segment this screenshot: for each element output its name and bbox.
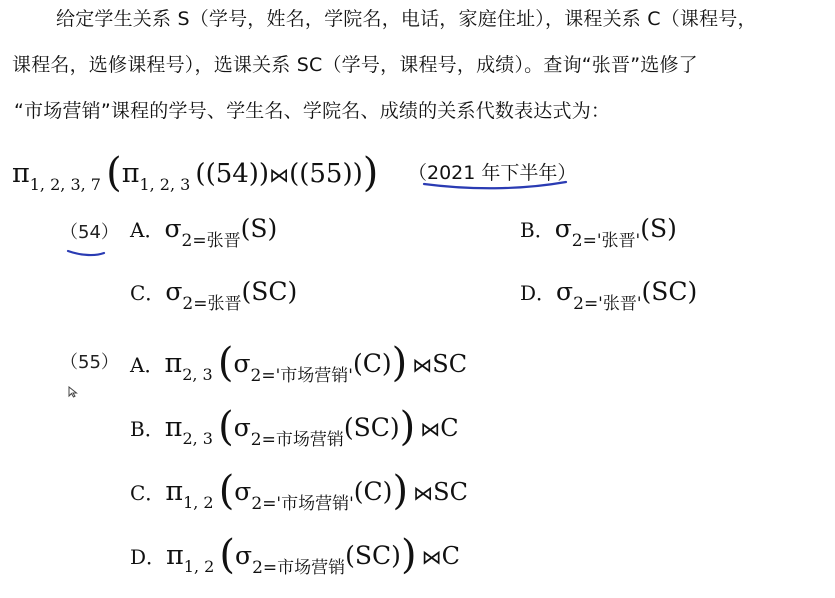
year-note: （2021 年下半年）: [408, 162, 577, 184]
sigma-symbol: σ: [233, 349, 251, 378]
sigma-symbol: σ: [164, 214, 182, 243]
year-underline: [424, 182, 566, 188]
joined-relation: C: [441, 542, 461, 570]
option-label: C．: [130, 281, 166, 305]
q54-option-d[interactable]: [520, 277, 698, 314]
pi-symbol: π: [12, 158, 30, 189]
relation-argument: (SC): [241, 277, 298, 306]
pi-symbol: π: [166, 540, 184, 571]
option-label: B．: [520, 218, 555, 242]
question-line-3: “市场营销”课程的学号、学生名、学院名、成绩的关系代数表达式为：: [14, 100, 611, 122]
open-paren: (: [218, 468, 235, 514]
sigma-symbol: σ: [165, 277, 183, 306]
open-paren: (: [106, 150, 122, 196]
outer-projection-subscript: 1, 2, 3, 7: [29, 175, 101, 194]
selection-condition: 2=市场营销: [250, 430, 344, 450]
close-paren: ): [400, 532, 417, 578]
q55-option-c[interactable]: [130, 464, 468, 514]
joined-relation: C: [440, 414, 459, 442]
question-line-2: 课程名，选修课程号），选课关系 SC（学号，课程号，成绩）。查询“张晋”选修了: [12, 54, 698, 76]
option-label: D．: [520, 281, 557, 305]
joined-relation: SC: [432, 350, 468, 378]
relation-argument: (SC): [345, 541, 401, 570]
relation-argument: (C): [352, 349, 392, 378]
close-paren: ): [399, 404, 416, 450]
natural-join-symbol: ⋈: [420, 417, 441, 441]
q55-option-d[interactable]: [130, 528, 461, 578]
natural-join-symbol: ⋈: [421, 545, 442, 569]
mouse-pointer-icon: [68, 386, 78, 398]
relation-argument: (S): [240, 214, 278, 243]
open-paren: (: [218, 404, 234, 450]
q55-option-b[interactable]: [130, 400, 459, 450]
projection-subscript: 1, 2: [183, 493, 214, 512]
q54-option-c[interactable]: [130, 277, 298, 314]
sigma-symbol: σ: [233, 413, 251, 442]
projection-subscript: 2, 3: [182, 365, 213, 384]
projection-subscript: 2, 3: [182, 429, 213, 448]
selection-condition: 2='张晋': [573, 294, 642, 314]
natural-join-symbol: ⋈: [412, 353, 433, 377]
question-line-1: 给定学生关系 S（学号，姓名，学院名，电话，家庭住址），课程关系 C（课程号，: [56, 8, 757, 30]
q54-option-b[interactable]: [520, 214, 677, 251]
open-paren: (: [217, 340, 234, 386]
option-label: C．: [130, 481, 166, 505]
relation-argument: (SC): [641, 277, 698, 306]
sigma-symbol: σ: [556, 277, 574, 306]
pi-symbol: π: [164, 348, 183, 379]
open-paren: (: [219, 532, 236, 578]
selection-condition: 2=张晋: [181, 231, 241, 251]
natural-join-symbol: ⋈: [413, 481, 434, 505]
relation-argument: (SC): [343, 413, 400, 442]
relation-argument: (S): [640, 214, 677, 243]
q55-number: （55）: [60, 352, 119, 373]
close-paren: ): [391, 340, 408, 386]
inner-pi-symbol: π: [121, 158, 140, 189]
pi-symbol: π: [164, 412, 183, 443]
option-label: A．: [130, 353, 165, 377]
selection-condition: 2='张晋': [571, 231, 641, 251]
q54-number: （54）: [60, 222, 119, 243]
sigma-symbol: σ: [554, 214, 572, 243]
q55-option-a[interactable]: [130, 336, 468, 386]
pi-symbol: π: [165, 476, 184, 507]
joined-relation: SC: [433, 478, 468, 506]
selection-condition: 2='市场营销': [251, 494, 354, 514]
selection-condition: 2=张晋: [182, 294, 242, 314]
close-paren: ): [362, 150, 379, 196]
natural-join-symbol: ⋈: [269, 163, 290, 187]
q54-option-a[interactable]: [130, 214, 278, 251]
selection-condition: 2='市场营销': [250, 366, 353, 386]
blank-55: ((55)): [289, 159, 363, 189]
option-label: D．: [130, 545, 167, 569]
option-label: A．: [130, 218, 165, 242]
selection-condition: 2=市场营销: [252, 558, 346, 578]
q54-underline: [68, 251, 104, 255]
relation-argument: (C): [353, 477, 393, 506]
projection-subscript: 1, 2: [183, 557, 215, 576]
sigma-symbol: σ: [235, 541, 253, 570]
inner-projection-subscript: 1, 2, 3: [139, 175, 191, 194]
close-paren: ): [392, 468, 409, 514]
option-label: B．: [130, 417, 165, 441]
sigma-symbol: σ: [234, 477, 252, 506]
blank-54: ((54)): [195, 159, 270, 189]
